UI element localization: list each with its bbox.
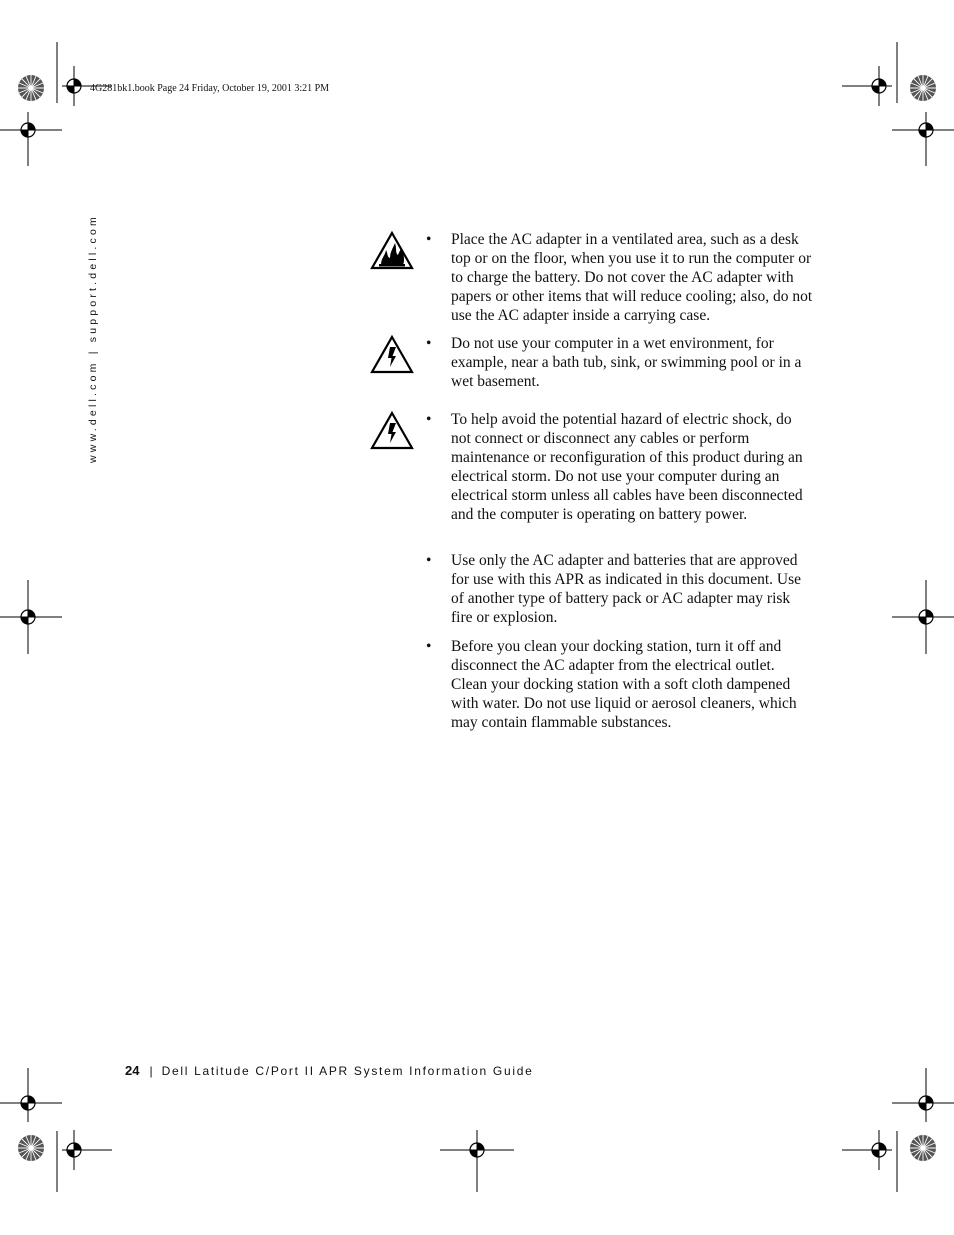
warning-wet-environment-text: Do not use your computer in a wet environment, for example, near a bath tub, sink, or swimming pool or in a wet basement. — [451, 335, 802, 390]
bullet: • — [426, 335, 432, 352]
page-number: 24 — [125, 1063, 140, 1078]
side-url: www.dell.com | support.dell.com — [87, 214, 99, 463]
footer-separator: | — [149, 1064, 153, 1078]
page-footer — [125, 1063, 533, 1078]
bullet: • — [426, 231, 432, 248]
bullet: • — [426, 638, 432, 655]
fire-warning-icon — [370, 230, 414, 270]
warning-electrical-storm-text: To help avoid the potential hazard of electric shock, do not connect or disconnect any cables or perform maintenance or reconfiguration of this product during an electrical storm. Do not use your computer during an electrical storm unless all cables have been disconnected and the computer is operating on battery power. — [451, 411, 803, 523]
warning-cleaning-text: Before you clean your docking station, turn it off and disconnect the AC adapter from the electrical outlet. Clean your docking station with a soft cloth dampened with water. Do not use liquid or aerosol cleaners, which may contain flammable substances. — [451, 638, 797, 731]
bullet: • — [426, 552, 432, 569]
electric-shock-warning-icon — [370, 410, 414, 450]
print-header: 4G281bk1.book Page 24 Friday, October 19, 2001 3:21 PM — [90, 83, 330, 94]
electric-shock-warning-icon — [370, 334, 414, 374]
document-title: Dell Latitude C/Port II APR System Information Guide — [161, 1064, 534, 1078]
warning-approved-adapter-text: Use only the AC adapter and batteries that are approved for use with this APR as indicated in this document. Use of another type of battery pack or AC adapter may risk fire or explosion. — [451, 552, 802, 626]
warning-ventilation-text: Place the AC adapter in a ventilated area, such as a desk top or on the floor, when you use it to run the computer or to charge the battery. Do not cover the AC adapter with papers or other items that will reduce cooling; also, do not use the AC adapter inside a carrying case. — [451, 231, 813, 324]
bullet: • — [426, 411, 432, 428]
